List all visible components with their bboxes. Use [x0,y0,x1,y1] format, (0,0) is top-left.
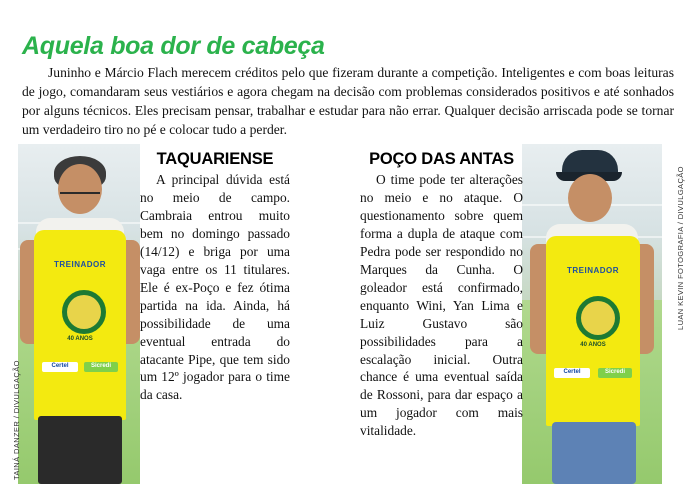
team-crest-inner [67,295,101,329]
photo-right [522,144,662,484]
sponsor-badge-sicredi-left: Sicredi [84,362,118,372]
page-title: Aquela boa dor de cabeça [22,31,325,60]
team-crest-right [574,294,622,342]
sponsor-badge-certel-left: Certel [42,362,78,372]
sponsor-badge-sicredi-right: Sicredi [598,368,632,378]
column-poco-das-antas [360,150,523,440]
crest-label-right: 40 ANOS [580,342,606,348]
photo-person-head [568,174,612,222]
intro-paragraph: Juninho e Márcio Flach merecem créditos pelo que fizeram durante a competição. Inteligentes e com boas leituras de jogo, comandaram seus vestiários e agora chegam na decisão com problemas considerados positivos e até sonhados por alguns técnicos. Eles precisam pensar, trabalhar e estudar para não errar. Qualquer decisão arriscada pode se tornar um verdadeiro tiro no pé e colocar tudo a perder. [22,64,674,138]
photo-person-shorts [38,416,122,484]
team-crest-inner [581,301,615,335]
photo-person-vest [34,230,126,420]
team-crest-left [60,288,108,336]
column-body-poco-das-antas: O time pode ter alterações no meio e no ataque. O questionamento sobre quem forma a dupla de ataque com Pedra pode ser respondido no Marques da Cunha. O goleador está confirmado, enquanto Wini, Yan Lima e Luiz Gustavo são possibilidades para a escalação inicial. Outra chance é uma eventual saída de Rossoni, para dar espaço a um jogador com mais vitalidade. [360,172,523,439]
vest-label-right: TREINADOR [566,266,620,275]
photo-left [18,144,140,484]
column-taquariense [140,150,290,404]
photo-person-jeans [552,422,636,484]
crest-label-left: 40 ANOS [67,336,93,342]
column-body-taquariense: A principal dúvida está no meio de campo. Cambraia entrou muito bem no domingo passado (14/12) e briga por uma vaga entre os 11 titulares. Ele é ex-Poço e fez ótima partida na ida. Ainda, há possibilidade de uma eventual entrada do atacante Pipe, que tem sido um 12º jogador para o time da casa. [140,172,290,403]
vest-label-left: TREINADOR [53,260,107,269]
column-title-taquariense: TAQUARIENSE [156,150,274,168]
photo-credit-right: LUAN KEVIN FOTOGRAFIA / DIVULGAÇÃO [676,166,685,330]
sponsor-badge-certel-right: Certel [554,368,590,378]
photo-person-vest [546,236,640,426]
photo-person-glasses [60,184,100,194]
photo-credit-left: TAINÁ DANZER / DIVULGAÇÃO [12,360,21,480]
column-title-poco-das-antas: POÇO DAS ANTAS [369,150,514,168]
